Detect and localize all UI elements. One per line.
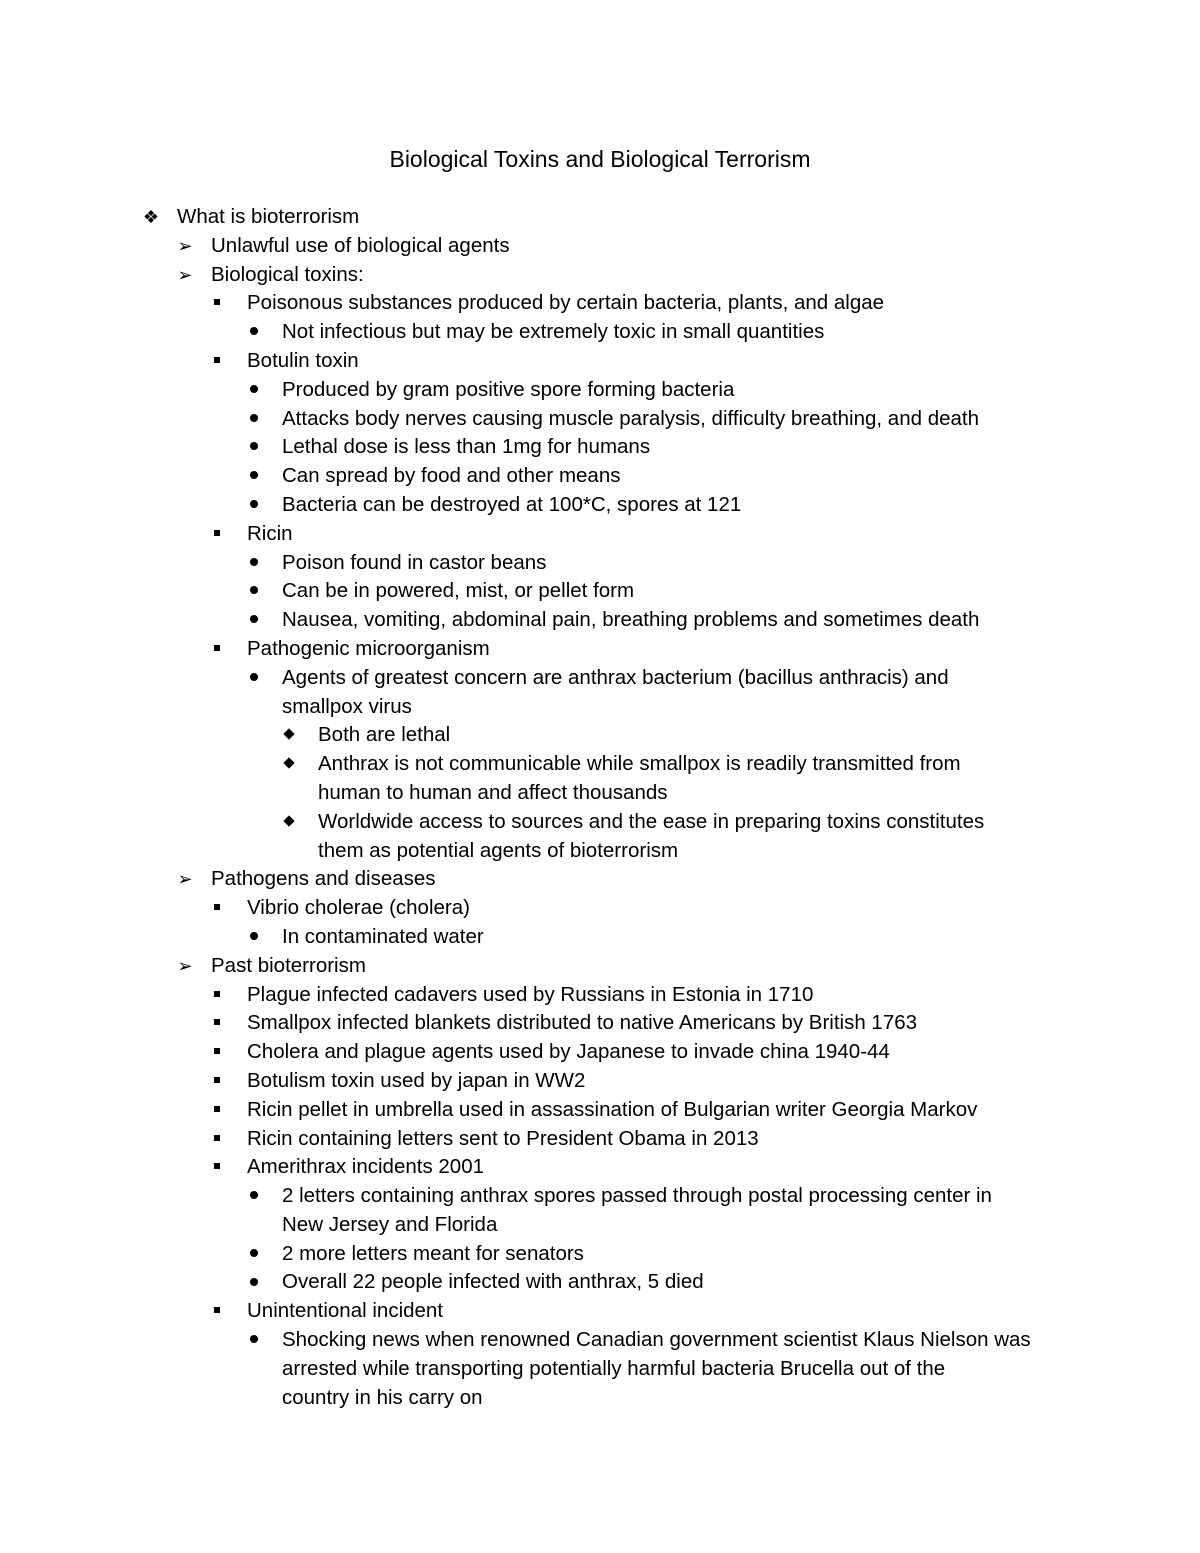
- outline-item: [0, 1326, 1200, 1355]
- outline-item-text: smallpox virus: [282, 694, 412, 718]
- outline-item-text: arrested while transporting potentially harmful bacteria Brucella out of the: [282, 1356, 946, 1380]
- square-bullet-icon: [207, 1038, 227, 1067]
- outline-item: [0, 606, 1200, 635]
- disc-bullet-icon: [244, 1240, 264, 1269]
- outline-item-text: Smallpox infected blankets distributed to native Americans by British 1763: [247, 1011, 918, 1035]
- disc-bullet-icon: [244, 433, 264, 462]
- arrowhead-bullet-icon: ➢: [177, 869, 193, 890]
- outline-item-text: Ricin pellet in umbrella used in assassination of Bulgarian writer Georgia Markov: [247, 1097, 978, 1121]
- disc-bullet-icon: [244, 491, 264, 520]
- outline-item: [0, 491, 1200, 520]
- outline-item: [0, 462, 1200, 491]
- outline-item: [0, 1384, 1200, 1413]
- disc-bullet-icon: [244, 318, 264, 347]
- outline-item-text: What is bioterrorism: [177, 205, 360, 228]
- outline-item: [0, 261, 1200, 290]
- outline-item-text: Not infectious but may be extremely toxic in small quantities: [282, 320, 825, 344]
- fleur-bullet-icon: ❖: [142, 207, 160, 227]
- outline-item: [0, 549, 1200, 578]
- outline-item: [0, 952, 1200, 981]
- outline-item-text: Pathogenic microorganism: [247, 636, 490, 660]
- outline-item-text: Can spread by food and other means: [282, 464, 621, 488]
- outline-item: [0, 808, 1200, 837]
- outline-item: [0, 923, 1200, 952]
- square-bullet-icon: [207, 1009, 227, 1038]
- outline-item-text: human to human and affect thousands: [318, 780, 668, 804]
- outline-item-text: Past bioterrorism: [211, 953, 366, 977]
- outline-item: [0, 1268, 1200, 1297]
- outline-item: [0, 1067, 1200, 1096]
- outline-item-text: Biological toxins:: [211, 262, 364, 286]
- outline-item: [0, 1009, 1200, 1038]
- outline-item-text: country in his carry on: [282, 1385, 483, 1409]
- outline-item-text: Botulism toxin used by japan in WW2: [247, 1068, 586, 1092]
- outline-item: [0, 1125, 1200, 1154]
- square-bullet-icon: [207, 635, 227, 664]
- outline-item-text: Ricin: [247, 521, 293, 545]
- outline-item: [0, 635, 1200, 664]
- diamond-bullet-icon: [279, 721, 299, 750]
- outline-item-text: Amerithrax incidents 2001: [247, 1155, 485, 1179]
- square-bullet-icon: [207, 894, 227, 923]
- outline-item: [0, 1240, 1200, 1269]
- outline-item: [0, 1355, 1200, 1384]
- square-bullet-icon: [207, 1297, 227, 1326]
- outline-item-text: Poison found in castor beans: [282, 550, 547, 574]
- outline-item: [0, 981, 1200, 1010]
- outline-item-text: Unlawful use of biological agents: [211, 233, 510, 257]
- outline-item: [0, 865, 1200, 894]
- outline-item: [0, 433, 1200, 462]
- outline-item: [0, 1211, 1200, 1240]
- disc-bullet-icon: [244, 376, 264, 405]
- outline-item-text: Anthrax is not communicable while smallpox is readily transmitted from: [318, 752, 961, 776]
- outline-item: [0, 347, 1200, 376]
- disc-bullet-icon: [244, 606, 264, 635]
- outline-item: [0, 721, 1200, 750]
- arrowhead-bullet-icon: ➢: [177, 235, 193, 256]
- square-bullet-icon: [207, 520, 227, 549]
- square-bullet-icon: [207, 981, 227, 1010]
- outline-item: [0, 1038, 1200, 1067]
- outline-item-text: Agents of greatest concern are anthrax bacterium (bacillus anthracis) and: [282, 665, 949, 689]
- outline-item: [0, 894, 1200, 923]
- arrowhead-bullet-icon: ➢: [177, 264, 193, 285]
- square-bullet-icon: [207, 1096, 227, 1125]
- diamond-bullet-icon: [279, 750, 299, 779]
- outline-item-text: Lethal dose is less than 1mg for humans: [282, 435, 651, 459]
- outline-item: [0, 577, 1200, 606]
- outline-item: [0, 318, 1200, 347]
- disc-bullet-icon: [244, 664, 264, 693]
- disc-bullet-icon: [244, 577, 264, 606]
- outline-item: [0, 289, 1200, 318]
- outline-item-text: Worldwide access to sources and the ease in preparing toxins constitutes: [318, 809, 985, 833]
- square-bullet-icon: [207, 289, 227, 318]
- outline-item-text: Shocking news when renowned Canadian government scientist Klaus Nielson was: [282, 1328, 1031, 1352]
- disc-bullet-icon: [244, 462, 264, 491]
- disc-bullet-icon: [244, 1182, 264, 1211]
- outline-item-text: Vibrio cholerae (cholera): [247, 896, 470, 920]
- outline-item: [0, 664, 1200, 693]
- outline-item-text: In contaminated water: [282, 924, 484, 948]
- outline-item-text: New Jersey and Florida: [282, 1212, 498, 1236]
- outline-item: [0, 405, 1200, 434]
- outline-item-text: Nausea, vomiting, abdominal pain, breathing problems and sometimes death: [282, 608, 980, 632]
- outline-item-text: Overall 22 people infected with anthrax, 5 died: [282, 1270, 704, 1294]
- square-bullet-icon: [207, 1153, 227, 1182]
- outline-item: [0, 1182, 1200, 1211]
- disc-bullet-icon: [244, 1268, 264, 1297]
- outline-item-text: Poisonous substances produced by certain bacteria, plants, and algae: [247, 291, 885, 315]
- outline-item-text: Produced by gram positive spore forming bacteria: [282, 377, 735, 401]
- outline-item-text: Botulin toxin: [247, 348, 359, 372]
- outline-item-text: 2 more letters meant for senators: [282, 1241, 584, 1265]
- diamond-bullet-icon: [279, 808, 299, 837]
- arrowhead-bullet-icon: ➢: [177, 955, 193, 976]
- outline-item: [0, 837, 1200, 866]
- square-bullet-icon: [207, 1067, 227, 1096]
- outline-item-text: Bacteria can be destroyed at 100*C, spores at 121: [282, 492, 742, 516]
- page-title: Biological Toxins and Biological Terrorism: [389, 146, 811, 172]
- outline-item-text: Pathogens and diseases: [211, 867, 436, 891]
- outline-item: [0, 203, 1200, 232]
- outline-item: [0, 1297, 1200, 1326]
- square-bullet-icon: [207, 347, 227, 376]
- outline-item-text: Ricin containing letters sent to President Obama in 2013: [247, 1126, 759, 1150]
- outline-item: [0, 520, 1200, 549]
- outline-item: [0, 232, 1200, 261]
- outline-item: [0, 376, 1200, 405]
- disc-bullet-icon: [244, 1326, 264, 1355]
- disc-bullet-icon: [244, 923, 264, 952]
- outline-item: [0, 1153, 1200, 1182]
- outline-list: [0, 203, 1200, 1412]
- disc-bullet-icon: [244, 549, 264, 578]
- outline-item-text: Cholera and plague agents used by Japanese to invade china 1940-44: [247, 1040, 890, 1064]
- disc-bullet-icon: [244, 405, 264, 434]
- outline-item-text: Can be in powered, mist, or pellet form: [282, 579, 635, 603]
- outline-item-text: Unintentional incident: [247, 1299, 444, 1323]
- outline-item: [0, 1096, 1200, 1125]
- outline-item-text: Attacks body nerves causing muscle paralysis, difficulty breathing, and death: [282, 406, 979, 430]
- outline-item-text: Both are lethal: [318, 723, 451, 747]
- outline-item-text: 2 letters containing anthrax spores passed through postal processing center in: [282, 1184, 992, 1208]
- outline-item: [0, 693, 1200, 722]
- outline-item: [0, 779, 1200, 808]
- outline-item-text: Plague infected cadavers used by Russians in Estonia in 1710: [247, 982, 814, 1006]
- outline-item-text: them as potential agents of bioterrorism: [318, 838, 679, 862]
- square-bullet-icon: [207, 1125, 227, 1154]
- outline-item: [0, 750, 1200, 779]
